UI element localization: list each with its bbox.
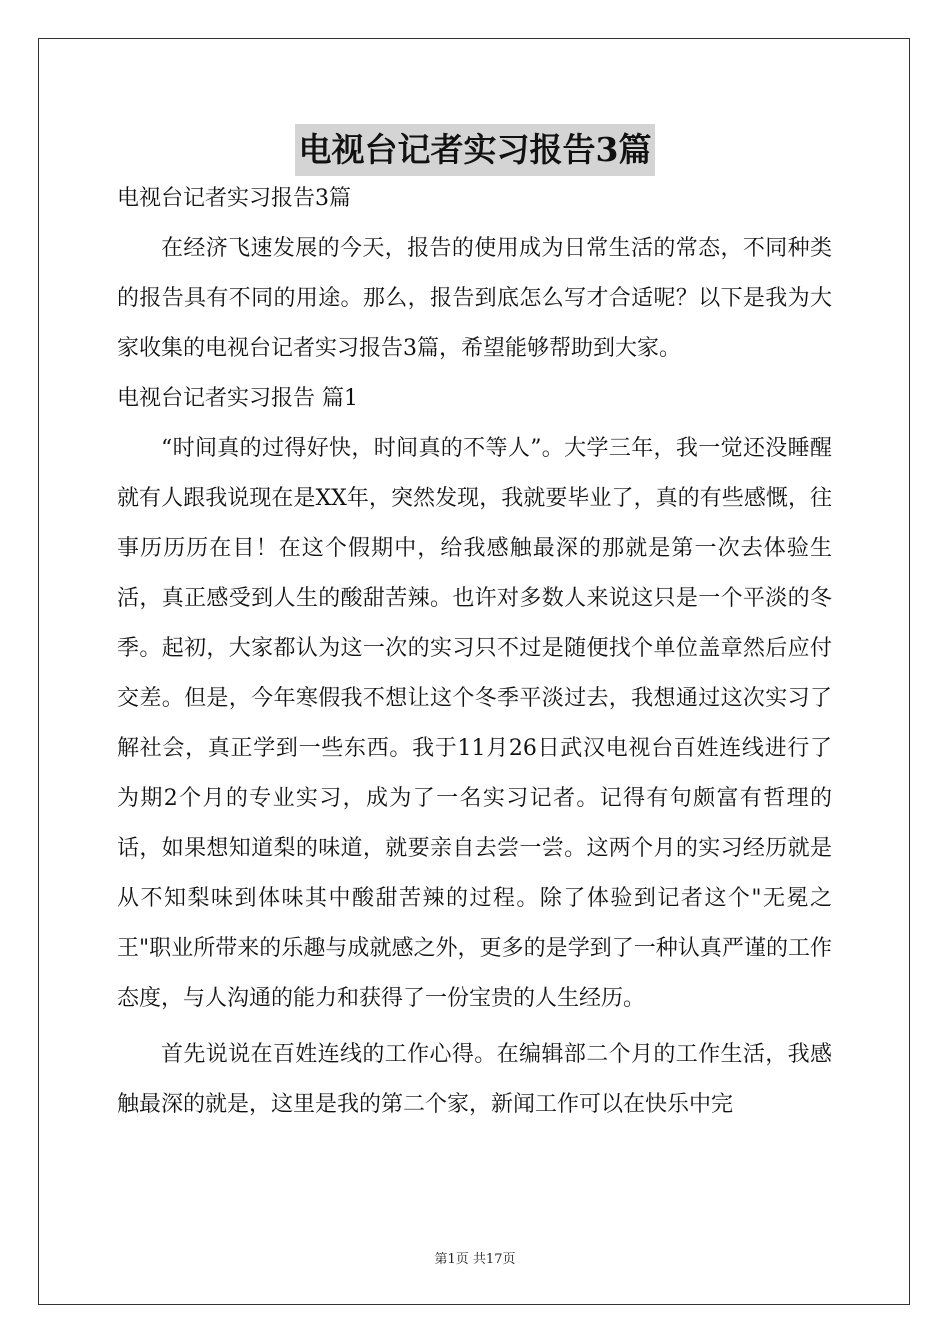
body-paragraph-2: 首先说说在百姓连线的工作心得。在编辑部二个月的工作生活，我感触最深的就是，这里是我的第二个家，新闻工作可以在快乐中完 [117, 1042, 832, 1117]
title-area [0, 124, 950, 176]
section-heading: 电视台记者实习报告 篇1 [117, 386, 358, 411]
document-subtitle: 电视台记者实习报告3篇 [117, 186, 351, 211]
document-body [117, 174, 832, 1130]
page-footer: 第1页 共17页 [434, 1252, 516, 1267]
body-paragraph-1: “时间真的过得好快，时间真的不等人”。大学三年，我一觉还没睡醒就有人跟我说现在是XX年，突然发现，我就要毕业了，真的有些感慨，往事历历历在目！在这个假期中，给我感触最深的那就是第一次去体验生活，真正感受到人生的酸甜苦辣。也许对多数人来说这只是一个平淡的冬季。起初，大家都认为这一次的实习只不过是随便找个单位盖章然后应付交差。但是，今年寒假我不想让这个冬季平淡过去，我想通过这次实习了解社会，真正学到一些东西。我于11月26日武汉电视台百姓连线进行了为期2个月的专业实习，成为了一名实习记者。记得有句颇富有哲理的话，如果想知道梨的味道，就要亲自去尝一尝。这两个月的实习经历就是从不知梨味到体味其中酸甜苦辣的过程。除了体验到记者这个"无冕之王"职业所带来的乐趣与成就感之外，更多的是学到了一种认真严谨的工作态度，与人沟通的能力和获得了一份宝贵的人生经历。 [117, 436, 832, 1011]
document-title: 电视台记者实习报告3篇 [295, 124, 656, 176]
intro-paragraph: 在经济飞速发展的今天，报告的使用成为日常生活的常态，不同种类的报告具有不同的用途。那么，报告到底怎么写才合适呢？以下是我为大家收集的电视台记者实习报告3篇，希望能够帮助到大家。 [117, 236, 832, 361]
